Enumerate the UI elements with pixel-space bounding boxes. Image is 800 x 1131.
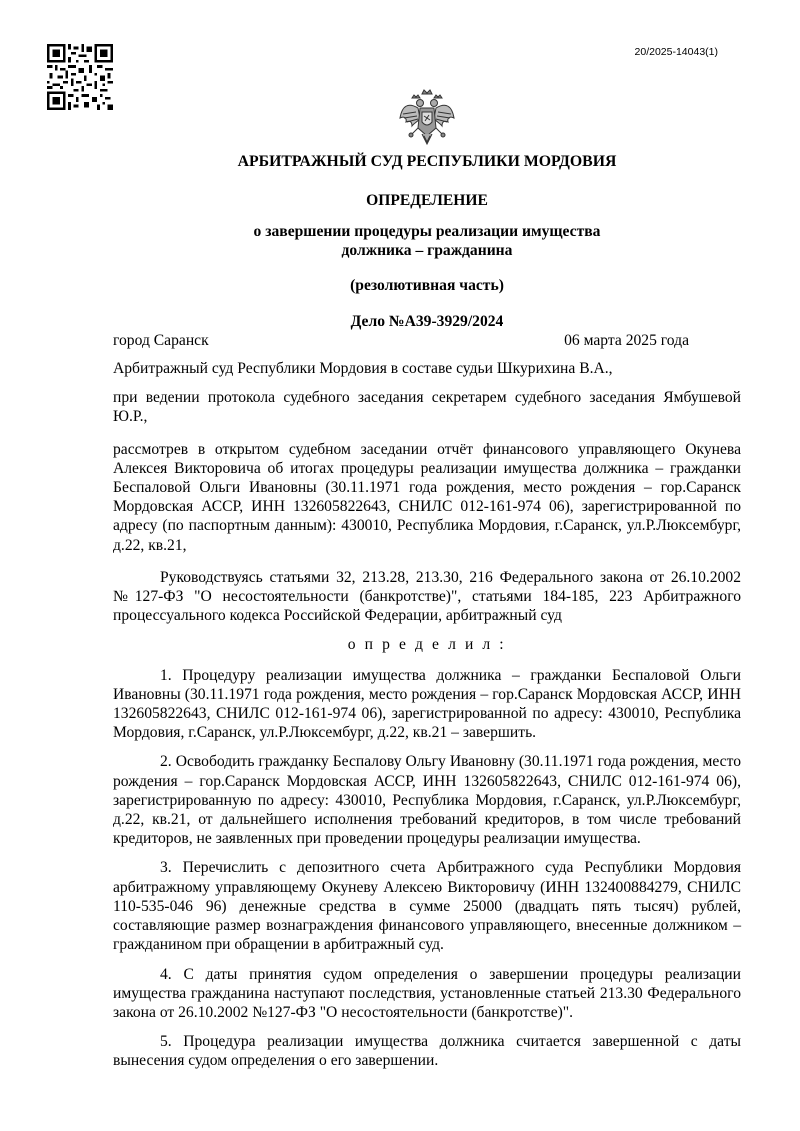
document-number: 20/2025-14043(1) <box>634 46 718 58</box>
resolutive-part-label: (резолютивная часть) <box>350 277 504 295</box>
date: 06 марта 2025 года <box>564 331 689 349</box>
qr-code-icon <box>47 44 113 110</box>
ruling-item-2: 2. Освободить гражданку Беспалову Ольгу Ивановну (30.11.1971 года рождения, место рождения – гор.Саранск Мордовская АССР, ИНН 132605822643, СНИЛС 012-161-974 06), зарегистрированную по адресу: 430010, Республика Мордовия, г.Саранск, ул.Р.Люксембург, д.22, кв.21, от дальнейшего исполнения требований кредиторов, в том числе требований кредиторов, не заявленных при проведении процедуры реализации имущества. <box>113 753 741 848</box>
subject-line-2: должника – гражданина <box>341 242 513 260</box>
paragraph-guided: Руководствуясь статьями 32, 213.28, 213.30, 216 Федерального закона от 26.10.2002 №127-ФЗ "О несостоятельности (банкротстве)", статьями 184-185, 223 Арбитражного процессуального кодекса Российской Федерации, арбитражный суд <box>113 568 741 625</box>
ruling-item-5: 5. Процедура реализации имущества должника считается завершенной с даты вынесения судом определения о его завершении. <box>113 1033 741 1070</box>
document-body <box>113 152 741 1071</box>
ruling-item-4: 4. С даты принятия судом определения о завершении процедуры реализации имущества гражданина наступают последствия, установленные статьей 213.30 Федерального закона от 26.10.2002 №127-ФЗ "О несостоятельности (банкротстве)". <box>113 965 741 1021</box>
document-subject <box>113 222 741 260</box>
paragraph-secretary: при ведении протокола судебного заседания секретарем судебного заседания Ямбушевой Ю.Р., <box>113 389 741 426</box>
ruling-item-1: 1. Процедуру реализации имущества должника – гражданки Беспаловой Ольги Ивановны (30.11.1971 года рождения, место рождения – гор.Саранск Мордовская АССР, ИНН 132605822643, СНИЛС 012-161-974 06), зарегистрированной по адресу: 430010, Республика Мордовия, г.Саранск, ул.Р.Люксембург, д.22, кв.21 – завершить. <box>113 666 741 742</box>
document-title: ОПРЕДЕЛЕНИЕ <box>366 192 488 210</box>
paragraph-considered: рассмотрев в открытом судебном заседании отчёт финансового управляющего Окунева Алексея Викторовича об итогах процедуры реализации имущества должника – гражданки Беспаловой Ольги Ивановны (30.11.1971 года рождения, место рождения – гор.Саранск Мордовская АССР, ИНН 132605822643, СНИЛС 012-161-974 06), зарегистрированной по адресу (по паспортным данным): 430010, Республика Мордовия, г.Саранск, ул.Р.Люксембург, д.22, кв.21, <box>113 440 741 554</box>
case-number: Дело №А39-3929/2024 <box>350 312 504 330</box>
subject-line-1: о завершении процедуры реализации имущества <box>253 223 601 241</box>
paragraph-composition: Арбитражный суд Республики Мордовия в составе судьи Шкурихина В.А., <box>113 360 613 378</box>
court-name: АРБИТРАЖНЫЙ СУД РЕСПУБЛИКИ МОРДОВИЯ <box>237 153 617 170</box>
decided-heading: о п р е д е л и л : <box>347 636 507 654</box>
ruling-item-3: 3. Перечислить с депозитного счета Арбитражного суда Республики Мордовия арбитражному управляющему Окуневу Алексею Викторовичу (ИНН 132400884279, СНИЛС 110-535-046 96) денежные средства в сумме 25000 (двадцать пять тысяч) рублей, составляющие размер вознаграждения финансового управляющего, внесенные должником – гражданином при обращении в арбитражный суд. <box>113 859 741 954</box>
city: город Саранск <box>113 331 209 349</box>
city-date-row <box>113 331 741 350</box>
russian-coat-of-arms-icon <box>398 88 456 148</box>
